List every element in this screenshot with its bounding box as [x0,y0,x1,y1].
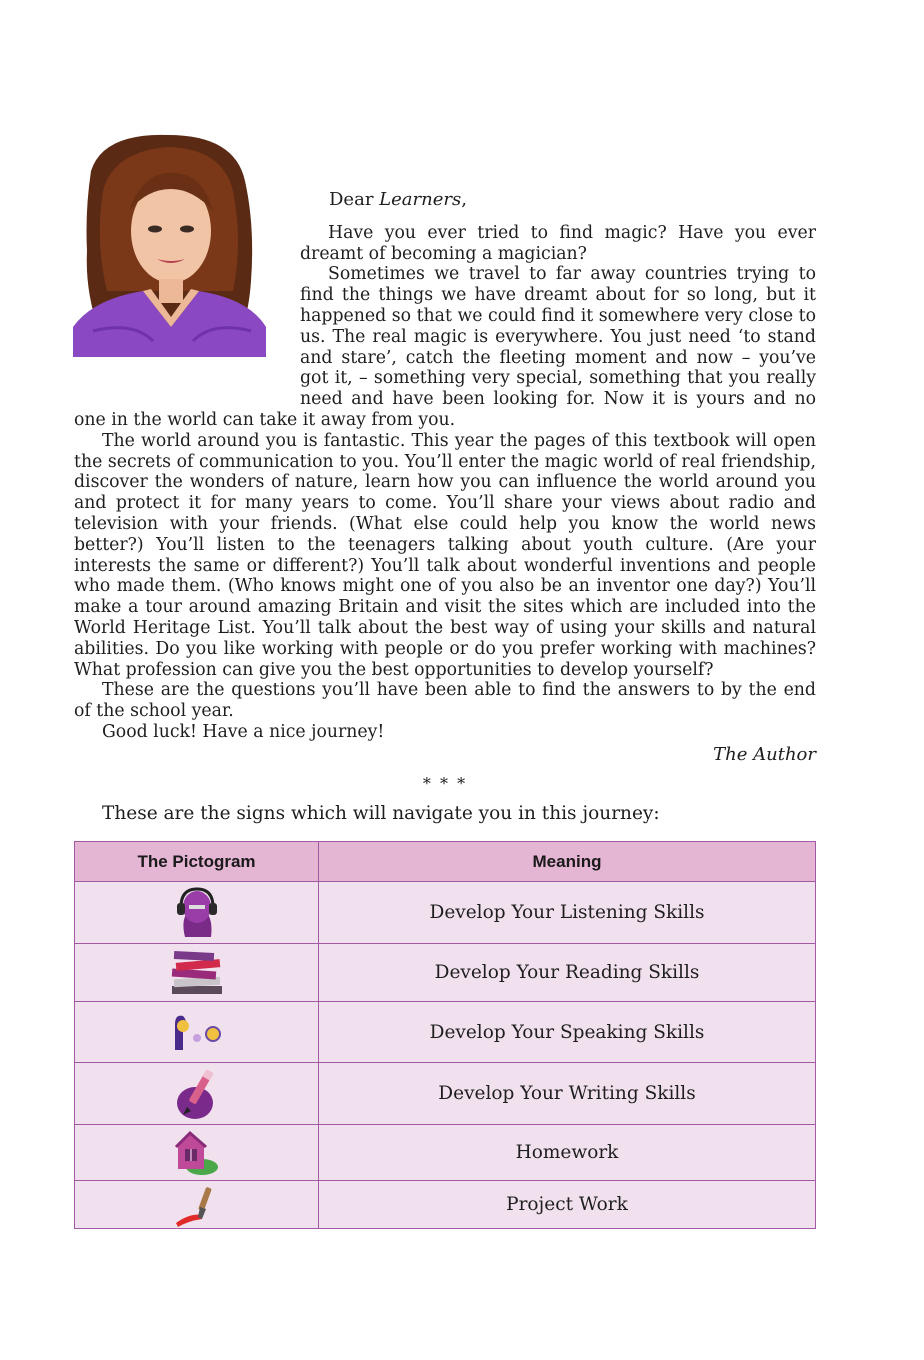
pictogram-cell [75,1181,319,1229]
listening-headphones-icon [173,887,221,939]
meaning-cell: Develop Your Reading Skills [319,944,816,1002]
letter-paragraph-1: Have you ever tried to find magic? Have you ever dreamt of becoming a magician? [300,222,816,264]
meaning-cell: Develop Your Writing Skills [319,1063,816,1125]
pictogram-cell [75,1063,319,1125]
meaning-cell: Homework [319,1125,816,1181]
table-row [75,944,816,1002]
greeting-suffix: , [461,189,467,210]
header-pictogram: The Pictogram [75,842,319,882]
meaning-cell: Develop Your Listening Skills [319,882,816,944]
table-row [75,1063,816,1125]
speaking-bubbles-icon [171,1012,223,1052]
letter-body [74,190,816,794]
project-brush-icon [172,1183,222,1227]
greeting [74,190,816,211]
greeting-name: Learners [379,189,462,210]
pictogram-cell [75,1125,319,1181]
meaning-cell: Project Work [319,1181,816,1229]
header-meaning: Meaning [319,842,816,882]
writing-pen-icon [173,1067,221,1121]
letter-paragraph-4: These are the questions you’ll have been able to find the answers to by the end of the school year. [74,680,816,722]
pictogram-cell [75,1002,319,1063]
letter-signoff: Good luck! Have a nice journey! [102,721,385,742]
meaning-cell: Develop Your Speaking Skills [319,1002,816,1063]
reading-books-icon [168,948,226,998]
section-separator: * * * [422,773,468,793]
table-row [75,1125,816,1181]
pictogram-table [74,841,816,1229]
portrait-spacer [74,221,300,407]
signs-intro: These are the signs which will navigate you in this journey: [102,803,660,824]
pictogram-cell [75,944,319,1002]
table-row [75,1181,816,1229]
pictogram-cell [75,882,319,944]
letter-paragraph-3: The world around you is fantastic. This year the pages of this textbook will open the secrets of communication to you. You’ll enter the magic world of real friendship, discover the wonders of nature, learn how you can influence the world around you and protect it for many years to come. You’ll share your views about radio and television with your friends. (What else could help you know the world news better?) You’ll listen to the teenagers talking about youth culture. (Are your interests the same or different?) You’ll talk about wonderful inventions and people who made them. (Who knows might one of you also be an inventor one day?) You’ll make a tour around amazing Britain and visit the sites which are included into the World Heritage List. You’ll talk about the best way of using your skills and natural abilities. Do you like working with people or do you prefer working with machines? What profession can give you the best opportunities to develop yourself? [74,430,816,680]
table-row [75,882,816,944]
letter-paragraph-2: Sometimes we travel to far away countries trying to find the things we have dreamt about for so long, but it happened so that we could find it somewhere very close to us. The real magic is everywhere. You just need ‘to stand and stare’, catch the fleeting moment and now – you’ve got it, – something very special, something that you really need and have been looking for. Now it is yours and no one in the world can take it away from you. [74,264,816,430]
table-header-row [75,842,816,882]
author-signature: The Author [713,743,816,765]
greeting-prefix: Dear [329,189,380,210]
table-row [75,1002,816,1063]
homework-house-icon [172,1129,222,1177]
